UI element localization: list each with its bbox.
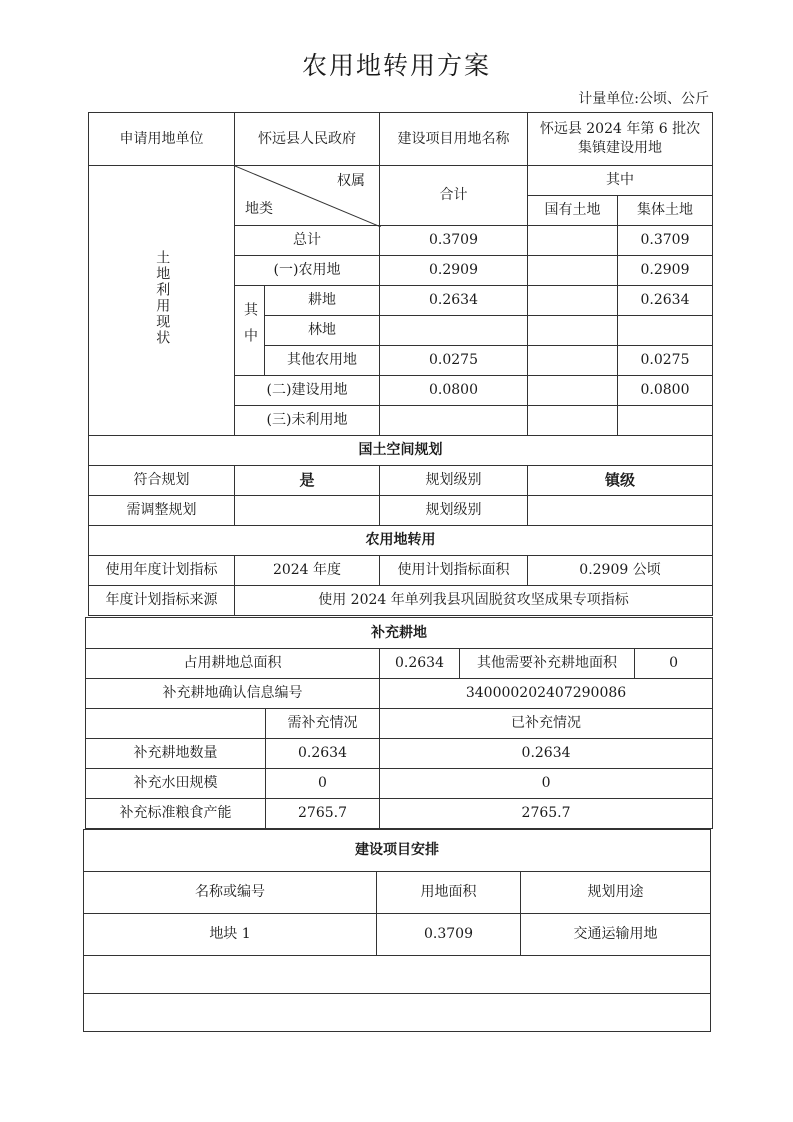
project-col-header-row xyxy=(84,872,711,914)
project-empty-row xyxy=(84,994,711,1032)
supplement-row-label: 补充水田规模 xyxy=(86,769,266,799)
conversion-header: 农用地转用 xyxy=(89,526,713,556)
project-name-value xyxy=(528,113,713,166)
planning-adjust-row xyxy=(89,496,713,526)
land-row-state xyxy=(528,256,618,286)
project-row xyxy=(84,914,711,956)
plan-area-value: 0.2909 公顷 xyxy=(528,556,713,586)
land-row-state xyxy=(528,406,618,436)
land-row-collective: 0.3709 xyxy=(618,226,713,256)
applicant-row xyxy=(89,113,713,166)
header-among: 其中 xyxy=(528,166,713,196)
land-row-collective: 0.0275 xyxy=(618,346,713,376)
land-row-collective xyxy=(618,316,713,346)
land-row-total: 0.3709 xyxy=(380,226,528,256)
land-status-side-label xyxy=(89,166,235,436)
planning-conform-row xyxy=(89,466,713,496)
source-value: 使用 2024 年单列我县巩固脱贫攻坚成果专项指标 xyxy=(235,586,713,616)
project-col-name: 名称或编号 xyxy=(84,872,377,914)
plan-value: 2024 年度 xyxy=(235,556,380,586)
land-row-total xyxy=(380,316,528,346)
adjust-label: 需调整规划 xyxy=(89,496,235,526)
conform-value: 是 xyxy=(235,466,380,496)
level-label: 规划级别 xyxy=(380,466,528,496)
supplement-row-label: 补充耕地数量 xyxy=(86,739,266,769)
done-label: 已补充情况 xyxy=(380,709,713,739)
project-col-area: 用地面积 xyxy=(377,872,521,914)
applicant-label: 申请用地单位 xyxy=(89,113,235,166)
header-diagonal-cell xyxy=(235,166,380,226)
land-row-name: 总计 xyxy=(235,226,380,256)
plan-label: 使用年度计划指标 xyxy=(89,556,235,586)
land-row-state xyxy=(528,226,618,256)
empty-cell xyxy=(84,994,711,1032)
land-row-state xyxy=(528,286,618,316)
other-label: 其他需要补充耕地面积 xyxy=(460,649,635,679)
land-row-collective xyxy=(618,406,713,436)
land-row-name: 林地 xyxy=(265,316,380,346)
supplement-row-done: 2765.7 xyxy=(380,799,713,829)
land-row-collective: 0.2909 xyxy=(618,256,713,286)
project-row-name: 地块 1 xyxy=(84,914,377,956)
plan-area-label: 使用计划指标面积 xyxy=(380,556,528,586)
land-row-total: 0.2634 xyxy=(380,286,528,316)
header-collective-land: 集体土地 xyxy=(618,196,713,226)
supplement-row-done: 0.2634 xyxy=(380,739,713,769)
confirm-value: 340000202407290086 xyxy=(380,679,713,709)
project-empty-row xyxy=(84,956,711,994)
land-row-name: (三)未利用地 xyxy=(235,406,380,436)
land-row-total: 0.0275 xyxy=(380,346,528,376)
blank-cell xyxy=(86,709,266,739)
conversion-plan-row xyxy=(89,556,713,586)
adjust-value xyxy=(235,496,380,526)
supplement-row xyxy=(86,769,713,799)
header-ownership: 权属 xyxy=(337,173,365,189)
confirm-row xyxy=(86,679,713,709)
page-title: 农用地转用方案 xyxy=(301,51,491,80)
conform-label: 符合规划 xyxy=(89,466,235,496)
occupy-value: 0.2634 xyxy=(380,649,460,679)
supplement-row-need: 0.2634 xyxy=(266,739,380,769)
land-row-total: 0.0800 xyxy=(380,376,528,406)
source-label: 年度计划指标来源 xyxy=(89,586,235,616)
level-value-2 xyxy=(528,496,713,526)
occupy-row xyxy=(86,649,713,679)
land-row-state xyxy=(528,346,618,376)
supplement-row-label: 补充标准粮食产能 xyxy=(86,799,266,829)
header-landtype: 地类 xyxy=(245,201,273,218)
supplement-header: 补充耕地 xyxy=(86,618,713,649)
land-row-name: (一)农用地 xyxy=(235,256,380,286)
need-label: 需补充情况 xyxy=(266,709,380,739)
land-status-text: 土地利用现状 xyxy=(154,249,171,346)
confirm-label: 补充耕地确认信息编号 xyxy=(86,679,380,709)
land-row-name: (二)建设用地 xyxy=(235,376,380,406)
among-text: 其中 xyxy=(241,301,258,354)
supplement-row xyxy=(86,799,713,829)
supplement-row xyxy=(86,739,713,769)
land-row-name: 耕地 xyxy=(265,286,380,316)
supplement-table xyxy=(85,617,713,829)
project-table xyxy=(83,829,711,1032)
planning-header: 国土空间规划 xyxy=(89,436,713,466)
supplement-row-done: 0 xyxy=(380,769,713,799)
unit-note: 计量单位:公顷、公斤 xyxy=(578,91,709,107)
project-col-use: 规划用途 xyxy=(521,872,711,914)
supplement-row-need: 2765.7 xyxy=(266,799,380,829)
land-row-state xyxy=(528,316,618,346)
project-header: 建设项目安排 xyxy=(84,830,711,872)
land-row-total: 0.2909 xyxy=(380,256,528,286)
land-row-name: 其他农用地 xyxy=(265,346,380,376)
supplement-header-row xyxy=(86,709,713,739)
supplement-row-need: 0 xyxy=(266,769,380,799)
other-value: 0 xyxy=(635,649,713,679)
project-name-line1: 怀远县 2024 年第 6 批次 xyxy=(539,121,701,138)
land-row-state xyxy=(528,376,618,406)
empty-cell xyxy=(84,956,711,994)
land-use-table xyxy=(88,112,713,616)
level-value: 镇级 xyxy=(528,466,713,496)
project-name-line2: 集镇建设用地 xyxy=(578,140,662,156)
project-row-area: 0.3709 xyxy=(377,914,521,956)
among-side-label xyxy=(235,286,265,376)
header-total: 合计 xyxy=(380,166,528,226)
land-row-collective: 0.2634 xyxy=(618,286,713,316)
header-state-land: 国有土地 xyxy=(528,196,618,226)
occupy-label: 占用耕地总面积 xyxy=(86,649,380,679)
applicant-value: 怀远县人民政府 xyxy=(235,113,380,166)
project-row-use: 交通运输用地 xyxy=(521,914,711,956)
conversion-source-row xyxy=(89,586,713,616)
land-row-total xyxy=(380,406,528,436)
level-label-2: 规划级别 xyxy=(380,496,528,526)
project-name-label: 建设项目用地名称 xyxy=(380,113,528,166)
land-row-collective: 0.0800 xyxy=(618,376,713,406)
